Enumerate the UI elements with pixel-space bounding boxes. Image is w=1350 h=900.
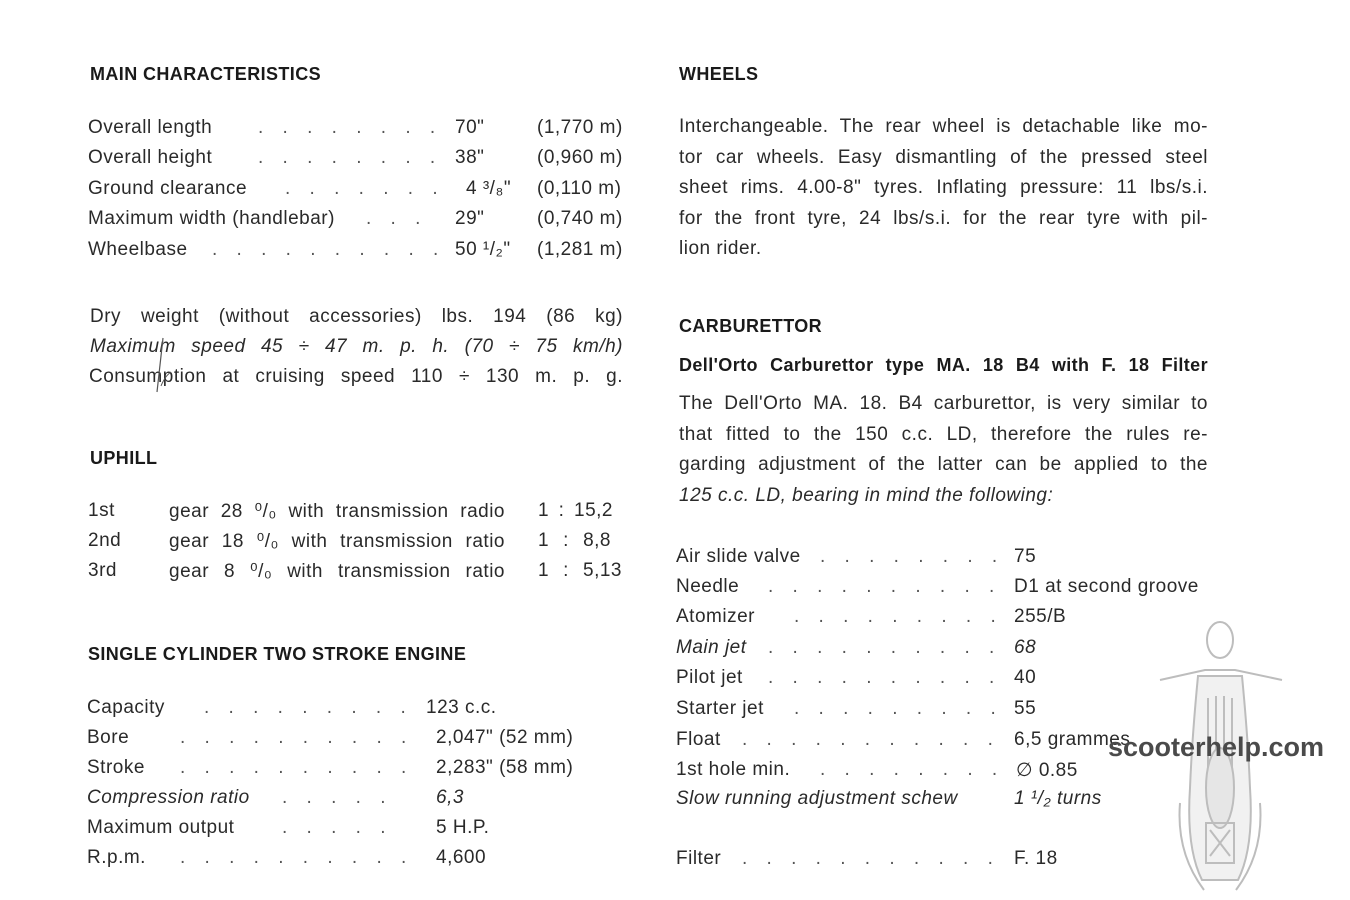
carburettor-line: The Dell'Orto MA. 18. B4 carburettor, is very similar to	[679, 393, 1208, 414]
dim-metric-maximum-width: (0,740 m)	[537, 208, 623, 229]
gear-description-2nd: gear 18 ⁰/₀ with transmission ratio	[169, 531, 505, 552]
leader-dots: . . . . . . . . . . .	[742, 848, 1000, 869]
wheels-line: sheet rims. 4.00-8" tyres. Inflating pressure: 11 lbs/s.i.	[679, 177, 1208, 198]
engine-value-maximum-output: 5 H.P.	[436, 817, 490, 838]
engine-value-bore: 2,047" (52 mm)	[436, 727, 574, 748]
gear-description-3rd: gear 8 ⁰/₀ with transmission ratio	[169, 561, 505, 582]
dim-label-overall-height: Overall height	[88, 147, 213, 168]
engine-value-rpm: 4,600	[436, 847, 487, 868]
carburettor-line: that fitted to the 150 c.c. LD, therefore the rules re-	[679, 423, 1208, 445]
gear-ratio-3rd: 1 : 5,13	[538, 560, 622, 581]
carb-label-air-slide-valve: Air slide valve	[676, 546, 801, 567]
carb-label-atomizer: Atomizer	[676, 606, 755, 627]
uphill-heading: UPHILL	[90, 448, 158, 468]
gear-number-1st: 1st	[88, 500, 115, 521]
carb-value-main-jet: 68	[1014, 637, 1037, 658]
engine-label-rpm: R.p.m.	[87, 847, 146, 868]
pencil-mark	[135, 330, 195, 400]
dim-label-overall-length: Overall length	[88, 117, 213, 138]
leader-dots: . . . . . . . .	[258, 117, 443, 138]
carb-value-1st-hole-min: ∅ 0.85	[1016, 760, 1078, 781]
carb-label-starter-jet: Starter jet	[676, 698, 764, 719]
gear-number-2nd: 2nd	[88, 530, 122, 551]
carb-label-filter: Filter	[676, 848, 722, 869]
wheels-line: lion rider.	[679, 238, 762, 259]
engine-label-stroke: Stroke	[87, 757, 145, 778]
carb-label-pilot-jet: Pilot jet	[676, 667, 743, 688]
engine-value-capacity: 123 c.c.	[426, 697, 497, 718]
leader-dots: . . . . . . . .	[820, 759, 1005, 780]
wheels-line: Interchangeable. The rear wheel is detachable like mo-	[679, 116, 1208, 137]
engine-value-stroke: 2,283" (58 mm)	[436, 757, 574, 778]
gear-number-3rd: 3rd	[88, 560, 117, 581]
carburettor-line: garding adjustment of the latter can be applied to the	[679, 454, 1208, 475]
carburettor-subtitle: Dell'Orto Carburettor type MA. 18 B4 with F. 18 Filter	[679, 355, 1208, 375]
engine-label-compression-ratio: Compression ratio	[87, 787, 250, 808]
leader-dots: . . . . . . .	[285, 178, 445, 199]
dim-metric-overall-height: (0,960 m)	[537, 147, 623, 168]
main-characteristics-heading: MAIN CHARACTERISTICS	[90, 64, 321, 84]
dim-imperial-overall-height: 38"	[455, 147, 485, 168]
engine-heading: SINGLE CYLINDER TWO STROKE ENGINE	[88, 644, 467, 664]
engine-label-bore: Bore	[87, 727, 130, 748]
leader-dots: . . . . . . . . . .	[180, 847, 414, 868]
dim-metric-wheelbase: (1,281 m)	[537, 239, 623, 260]
leader-dots: . . . . . . . .	[820, 546, 1005, 567]
carb-label-needle: Needle	[676, 576, 740, 597]
leader-dots: . . . . . . . . .	[794, 698, 1003, 719]
carb-value-filter: F. 18	[1014, 848, 1058, 869]
carb-value-float: 6,5 grammes	[1014, 729, 1131, 750]
carburettor-line: 125 c.c. LD, bearing in mind the following:	[679, 484, 1054, 506]
wheels-line: for the front tyre, 24 lbs/s.i. for the rear tyre with pil-	[679, 207, 1208, 229]
dim-imperial-maximum-width: 29"	[455, 208, 485, 229]
leader-dots: . . . . .	[282, 817, 393, 838]
dim-metric-overall-length: (1,770 m)	[537, 117, 623, 138]
carb-value-atomizer: 255/B	[1014, 606, 1067, 627]
leader-dots: . . . . . . . . . .	[180, 757, 414, 778]
leader-dots: . . . . .	[282, 787, 393, 808]
gear-ratio-2nd: 1 : 8,8	[538, 530, 611, 551]
leader-dots: . . .	[366, 208, 428, 229]
carb-value-slow-running-adjustment: 1 ¹/₂ turns	[1014, 788, 1102, 809]
gear-ratio-1st: 1 : 15,2	[538, 500, 613, 521]
leader-dots: . . . . . . . .	[258, 147, 443, 168]
carburettor-heading: CARBURETTOR	[679, 316, 823, 336]
carb-value-pilot-jet: 40	[1014, 667, 1037, 688]
leader-dots: . . . . . . . . . .	[768, 667, 1002, 688]
dim-label-ground-clearance: Ground clearance	[88, 178, 248, 199]
dim-imperial-wheelbase: 50 ¹/₂"	[455, 239, 511, 260]
dry-weight-line: Dry weight (without accessories) lbs. 194 (86 kg)	[90, 306, 623, 327]
leader-dots: . . . . . . . . .	[204, 697, 413, 718]
gear-description-1st: gear 28 ⁰/₀ with transmission radio	[169, 501, 505, 522]
watermark-text: scooterhelp.com	[1108, 732, 1325, 762]
carb-label-slow-running-adjustment: Slow running adjustment schew	[676, 788, 958, 809]
dim-imperial-overall-length: 70"	[455, 117, 485, 138]
wheels-paragraph	[679, 112, 1208, 265]
dim-imperial-ground-clearance: 4 ³/₈"	[466, 178, 512, 199]
carb-value-needle: D1 at second groove	[1014, 576, 1199, 597]
carb-label-float: Float	[676, 729, 721, 750]
dim-label-maximum-width: Maximum width (handlebar)	[88, 208, 335, 229]
engine-value-compression-ratio: 6,3	[436, 787, 464, 808]
leader-dots: . . . . . . . . . .	[212, 239, 446, 260]
engine-label-maximum-output: Maximum output	[87, 817, 235, 838]
carb-label-main-jet: Main jet	[676, 637, 747, 658]
carb-value-air-slide-valve: 75	[1014, 546, 1037, 567]
carburettor-paragraph	[679, 389, 1208, 511]
wheels-heading: WHEELS	[679, 64, 759, 84]
leader-dots: . . . . . . . . .	[794, 606, 1003, 627]
leader-dots: . . . . . . . . . .	[768, 576, 1002, 597]
leader-dots: . . . . . . . . . . .	[742, 729, 1000, 750]
dim-label-wheelbase: Wheelbase	[88, 239, 188, 260]
maximum-speed-line: Maximum speed 45 ÷ 47 m. p. h. (70 ÷ 75 km/h)	[90, 336, 623, 357]
wheels-line: tor car wheels. Easy dismantling of the pressed steel	[679, 146, 1208, 168]
dim-metric-ground-clearance: (0,110 m)	[537, 178, 622, 199]
leader-dots: . . . . . . . . . .	[768, 637, 1002, 658]
leader-dots: . . . . . . . . . .	[180, 727, 414, 748]
engine-label-capacity: Capacity	[87, 697, 165, 718]
carb-label-1st-hole-min: 1st hole min.	[676, 759, 791, 780]
carb-value-starter-jet: 55	[1014, 698, 1037, 719]
consumption-line: Consumption at cruising speed 110 ÷ 130 m. p. g.	[89, 366, 623, 387]
